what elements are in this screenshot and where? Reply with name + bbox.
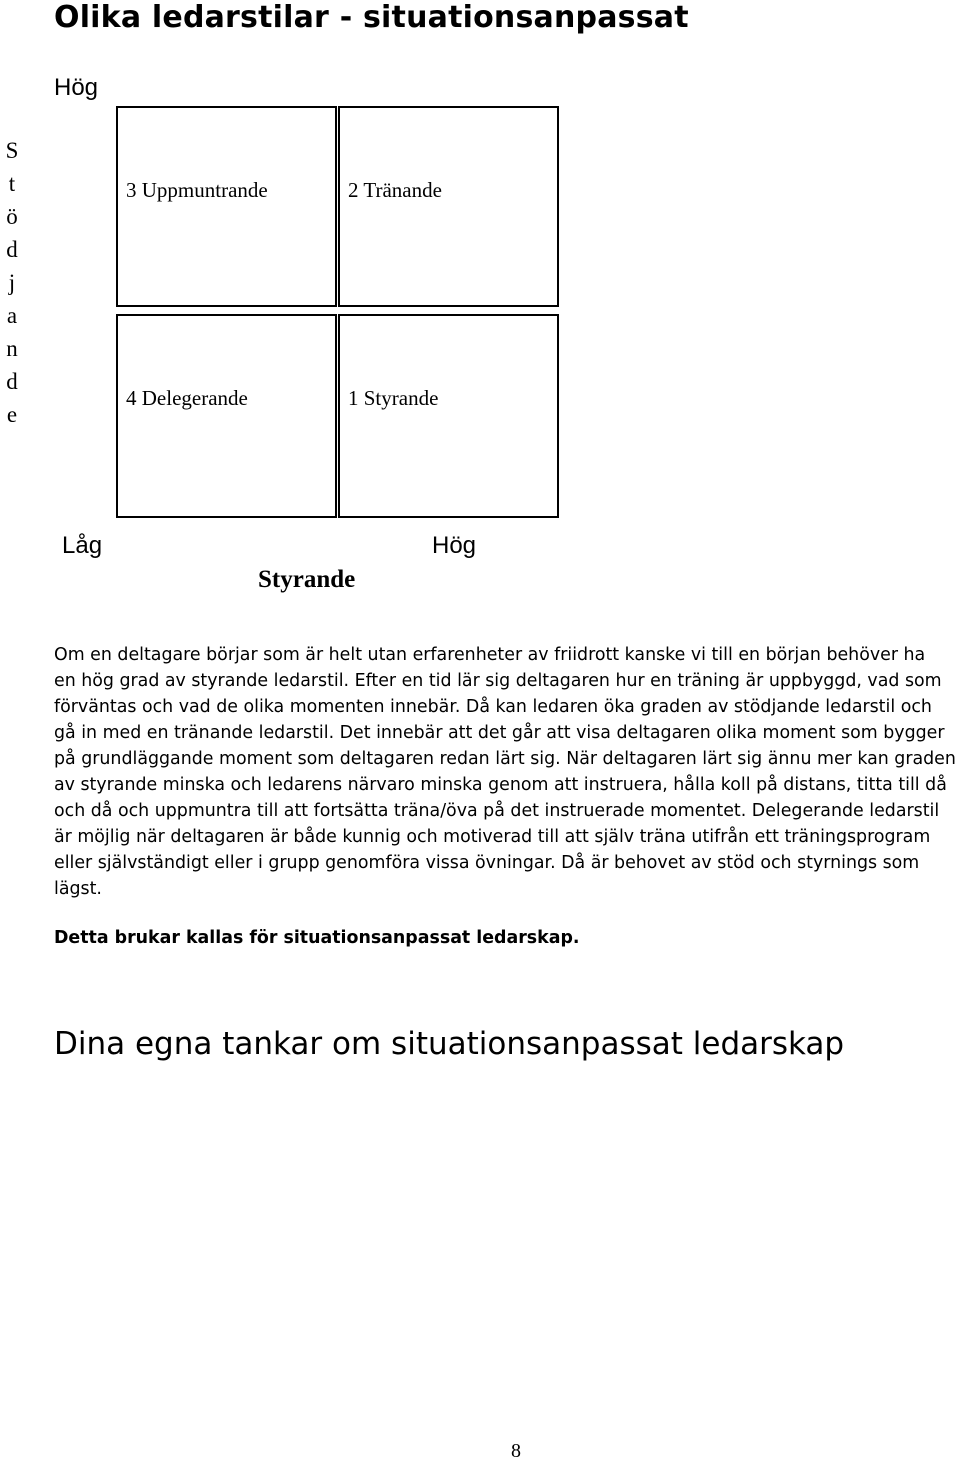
y-axis-title — [0, 134, 24, 431]
y-axis-letter: j — [8, 270, 16, 295]
bold-note: Detta brukar kallas för situationsanpassat ledarskap. — [54, 928, 580, 948]
y-axis-letter: n — [6, 336, 18, 361]
body-line: och då och uppmuntra till att fortsätta träna/öva på det instruerade momentet. Delegerande ledarstil — [54, 801, 940, 821]
quadrant-bottom-right — [338, 314, 559, 518]
quadrant-top-right — [338, 106, 559, 307]
body-line: av styrande minska och ledarens närvaro minska genom att instruera, hålla koll på distans, titta till då — [54, 775, 947, 795]
x-axis-title: Styrande — [258, 566, 356, 593]
page-number: 8 — [511, 1440, 521, 1462]
body-line: är möjlig när deltagaren är både kunnig och motiverad till att själv träna utifrån ett träningsprogram — [54, 827, 931, 847]
y-axis-letter: d — [6, 369, 18, 394]
body-line: Om en deltagare börjar som är helt utan erfarenheter av friidrott kanske vi till en början behöver ha — [54, 645, 926, 665]
quadrant-bottom-left — [116, 314, 337, 518]
y-axis-letter: e — [6, 402, 18, 427]
y-axis-letter: S — [5, 138, 19, 163]
body-paragraph — [54, 642, 959, 902]
y-axis-letter: ö — [6, 204, 18, 229]
body-line: eller självständigt eller i grupp genomföra vissa övningar. Då är behovet av stöd och styrnings som — [54, 853, 920, 873]
body-line: gå in med en tränande ledarstil. Det innebär att det går att visa deltagaren olika moment som bygger — [54, 723, 945, 743]
quadrant-label-delegerande: 4 Delegerande — [126, 386, 248, 410]
quadrant-label-uppmuntrande: 3 Uppmuntrande — [126, 178, 268, 202]
quadrant-top-left — [116, 106, 337, 307]
section-heading: Dina egna tankar om situationsanpassat ledarskap — [54, 1026, 845, 1062]
quadrant-label-tranande: 2 Tränande — [348, 178, 442, 202]
x-axis-high-label: Hög — [432, 532, 477, 559]
y-axis-letter: t — [8, 171, 16, 196]
body-line: förväntas och vad de olika momenten innebär. Då kan ledaren öka graden av stödjande ledarstil och — [54, 697, 932, 717]
y-axis-high-label: Hög — [54, 74, 99, 101]
y-axis-letter: d — [6, 237, 18, 262]
y-axis-letter: a — [6, 303, 18, 328]
body-line: på grundläggande moment som deltagaren redan lärt sig. När deltagaren lärt sig ännu mer kan graden — [54, 749, 956, 769]
x-axis-low-label: Låg — [62, 532, 103, 559]
quadrant-label-styrande: 1 Styrande — [348, 386, 439, 410]
body-line: en hög grad av styrande ledarstil. Efter en tid lär sig deltagaren hur en träning är uppbyggd, vad som — [54, 671, 942, 691]
page-title: Olika ledarstilar - situationsanpassat — [54, 0, 689, 35]
body-line: lägst. — [54, 879, 102, 899]
